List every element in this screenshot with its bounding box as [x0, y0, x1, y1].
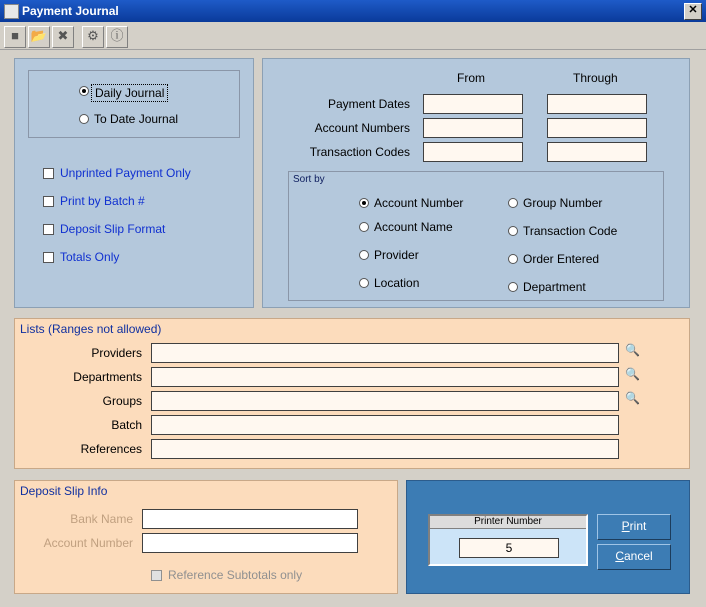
printer-panel [406, 480, 690, 594]
references-field[interactable] [151, 439, 619, 459]
from-header: From [457, 71, 485, 85]
reference-subtotals-label: Reference Subtotals only [168, 568, 303, 582]
transaction-codes-label: Transaction Codes [309, 145, 410, 159]
sort-account-name-radio[interactable] [359, 222, 369, 232]
sort-account-name-label[interactable]: Account Name [374, 220, 453, 234]
batch-label: Batch [111, 418, 142, 432]
account-numbers-label: Account Numbers [314, 121, 410, 135]
unprinted-checkbox[interactable] [43, 168, 54, 179]
providers-lookup-icon[interactable]: 🔍 [625, 343, 640, 357]
sort-order-entered-radio[interactable] [508, 254, 518, 264]
cancel-button-label: ancel [623, 549, 653, 563]
deposit-slip-label[interactable]: Deposit Slip Format [60, 222, 166, 236]
transaction-codes-from-field[interactable] [423, 142, 523, 162]
deposit-title: Deposit Slip Info [20, 484, 108, 498]
sort-department-radio[interactable] [508, 282, 518, 292]
delete-icon[interactable]: ✖ [52, 26, 74, 48]
totals-only-label[interactable]: Totals Only [60, 250, 120, 264]
account-numbers-from-field[interactable] [423, 118, 523, 138]
sort-order-entered-label[interactable]: Order Entered [523, 252, 600, 266]
lists-title: Lists (Ranges not allowed) [20, 322, 162, 336]
sort-provider-radio[interactable] [359, 250, 369, 260]
sort-department-label[interactable]: Department [523, 280, 586, 294]
payment-dates-through-field[interactable] [547, 94, 647, 114]
sort-location-radio[interactable] [359, 278, 369, 288]
journal-type-group [28, 70, 240, 138]
app-icon [4, 4, 19, 19]
sort-by-group [288, 171, 664, 301]
to-date-journal-label[interactable]: To Date Journal [94, 112, 179, 126]
tool-icon[interactable]: ⚙ [82, 26, 104, 48]
providers-field[interactable] [151, 343, 619, 363]
print-button-accel: P [621, 519, 630, 533]
departments-lookup-icon[interactable]: 🔍 [625, 367, 640, 381]
payment-dates-label: Payment Dates [327, 97, 410, 111]
deposit-slip-checkbox[interactable] [43, 224, 54, 235]
ranges-panel [262, 58, 690, 308]
groups-field[interactable] [151, 391, 619, 411]
print-batch-label[interactable]: Print by Batch # [60, 194, 145, 208]
sort-account-number-radio[interactable] [359, 198, 369, 208]
title-bar [0, 0, 706, 22]
lists-panel [14, 318, 690, 469]
deposit-slip-panel [14, 480, 398, 594]
options-panel [14, 58, 254, 308]
window-title: Payment Journal [22, 4, 119, 18]
account-number-field[interactable] [142, 533, 358, 553]
references-label: References [80, 442, 142, 456]
reference-subtotals-checkbox[interactable] [151, 570, 162, 581]
account-number-label: Account Number [43, 536, 133, 550]
printer-number-label: Printer Number [430, 516, 586, 529]
unprinted-label[interactable]: Unprinted Payment Only [60, 166, 191, 180]
account-numbers-through-field[interactable] [547, 118, 647, 138]
bank-name-field[interactable] [142, 509, 358, 529]
payment-dates-from-field[interactable] [423, 94, 523, 114]
sort-account-number-label[interactable]: Account Number [374, 196, 464, 210]
groups-lookup-icon[interactable]: 🔍 [625, 391, 640, 405]
sort-location-label[interactable]: Location [374, 276, 420, 290]
transaction-codes-through-field[interactable] [547, 142, 647, 162]
departments-label: Departments [73, 370, 142, 384]
print-button[interactable] [597, 514, 671, 540]
totals-only-checkbox[interactable] [43, 252, 54, 263]
providers-label: Providers [91, 346, 142, 360]
sort-group-number-radio[interactable] [508, 198, 518, 208]
daily-journal-label[interactable]: Daily Journal [91, 84, 168, 102]
cancel-button-accel: C [615, 549, 624, 563]
batch-field[interactable] [151, 415, 619, 435]
print-button-label: rint [629, 519, 647, 533]
stop-icon[interactable]: ■ [4, 26, 26, 48]
printer-number-box [428, 514, 588, 566]
close-button[interactable]: ✕ [684, 3, 702, 20]
departments-field[interactable] [151, 367, 619, 387]
printer-number-field[interactable]: 5 [459, 538, 559, 558]
through-header: Through [573, 71, 618, 85]
sort-transaction-code-label[interactable]: Transaction Code [523, 224, 618, 238]
groups-label: Groups [102, 394, 142, 408]
sort-group-number-label[interactable]: Group Number [523, 196, 603, 210]
bank-name-label: Bank Name [70, 512, 133, 526]
cancel-button[interactable] [597, 544, 671, 570]
toolbar [0, 22, 706, 50]
sort-by-title: Sort by [293, 174, 325, 185]
sort-transaction-code-radio[interactable] [508, 226, 518, 236]
to-date-journal-radio[interactable] [79, 114, 89, 124]
daily-journal-radio[interactable] [79, 86, 89, 96]
open-icon[interactable]: 📂 [28, 26, 50, 48]
print-batch-checkbox[interactable] [43, 196, 54, 207]
info-icon[interactable]: ⓘ [106, 26, 128, 48]
sort-provider-label[interactable]: Provider [374, 248, 419, 262]
